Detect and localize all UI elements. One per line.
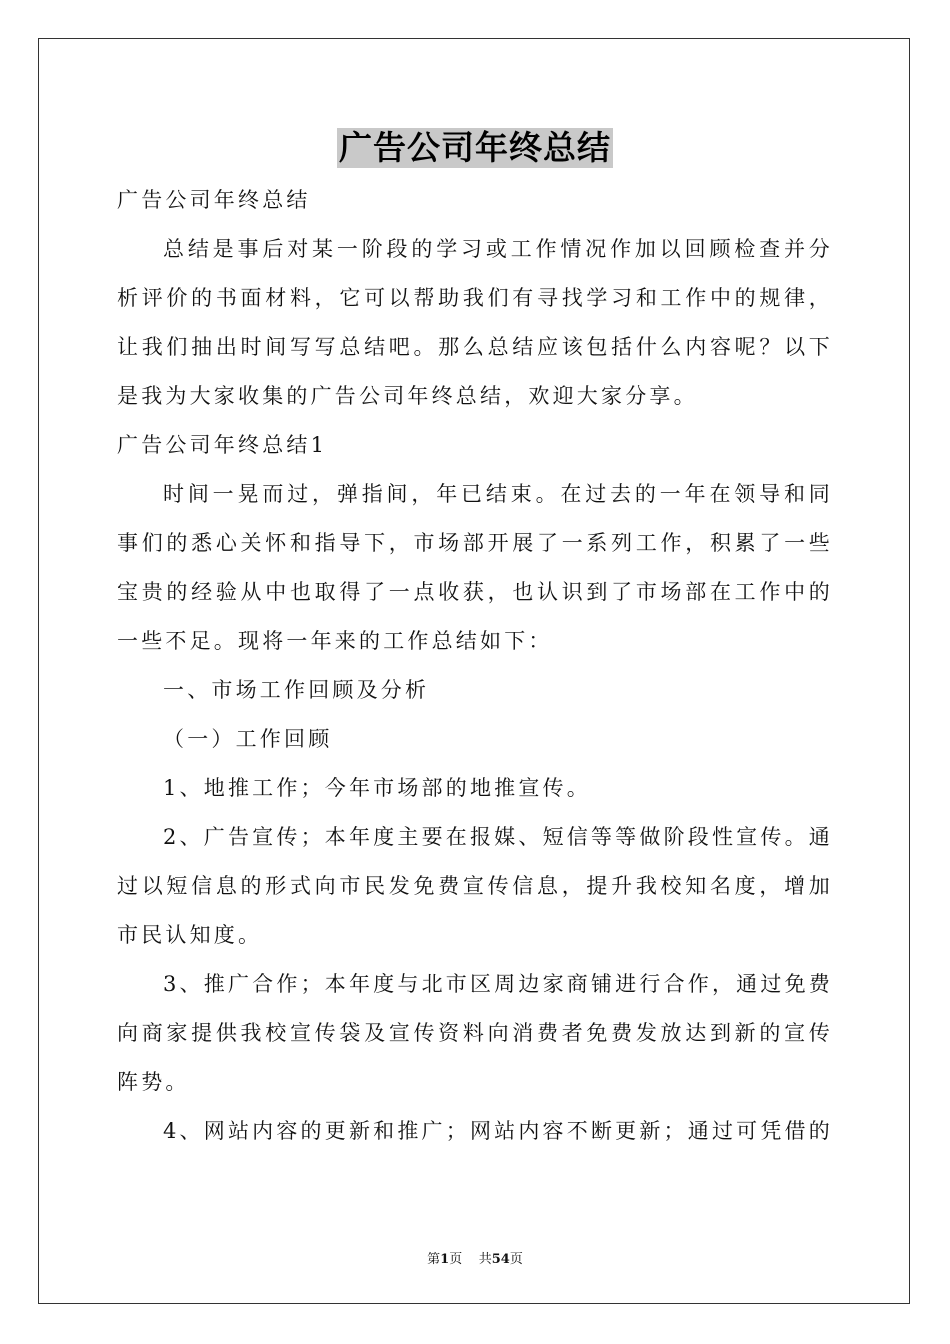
document-title: 广告公司年终总结 bbox=[339, 128, 611, 167]
list-item: 1、地推工作；今年市场部的地推宣传。 bbox=[163, 776, 591, 800]
subsection-heading: （一）工作回顾 bbox=[163, 727, 333, 751]
page-unit: 页 bbox=[449, 1252, 463, 1267]
list-item: 3、推广合作；本年度与北市区周边家商铺进行合作，通过免费向商家提供我校宣传袋及宣传资料向消费者免费发放达到新的宣传阵势。 bbox=[117, 972, 833, 1094]
list-item: 2、广告宣传；本年度主要在报媒、短信等等做阶段性宣传。通过以短信息的形式向市民发免费宣传信息，提升我校知名度，增加市民认知度。 bbox=[117, 825, 833, 947]
total-prefix: 共 bbox=[478, 1252, 492, 1267]
paragraph: 广告公司年终总结1 bbox=[117, 433, 328, 457]
paragraph: 广告公司年终总结 bbox=[117, 188, 311, 212]
page-total: 54 bbox=[491, 1252, 510, 1267]
paragraph: 时间一晃而过，弹指间，年已结束。在过去的一年在领导和同事们的悉心关怀和指导下，市场部开展了一系列工作，积累了一些宝贵的经验从中也取得了一点收获，也认识到了市场部在工作中的一些不足。现将一年来的工作总结如下： bbox=[117, 482, 833, 653]
total-unit: 页 bbox=[509, 1252, 523, 1267]
page-current: 1 bbox=[440, 1252, 450, 1267]
page-footer bbox=[0, 1248, 950, 1267]
document-body bbox=[117, 176, 833, 1156]
page-prefix: 第 bbox=[427, 1252, 441, 1267]
section-heading: 一、市场工作回顾及分析 bbox=[163, 678, 430, 702]
paragraph: 总结是事后对某一阶段的学习或工作情况作加以回顾检查并分析评价的书面材料，它可以帮助我们有寻找学习和工作中的规律，让我们抽出时间写写总结吧。那么总结应该包括什么内容呢？以下是我为大家收集的广告公司年终总结，欢迎大家分享。 bbox=[117, 237, 833, 408]
title-wrapper bbox=[0, 128, 950, 168]
list-item: 4、网站内容的更新和推广；网站内容不断更新；通过可凭借的 bbox=[163, 1119, 833, 1143]
